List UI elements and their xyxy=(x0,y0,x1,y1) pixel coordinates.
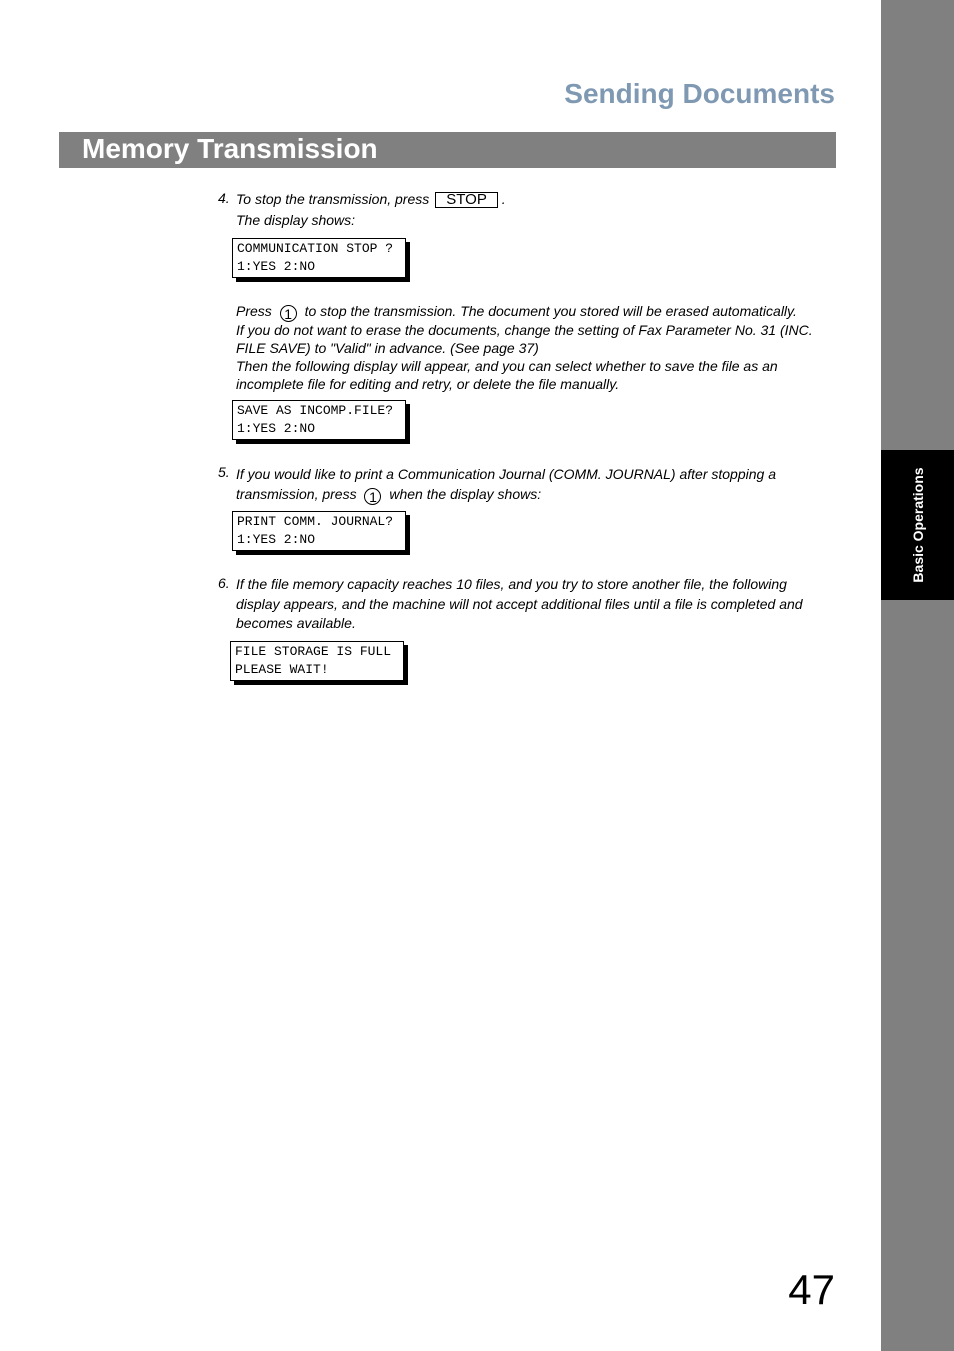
step-4-note-1: If you do not want to erase the documents, change the setting of Fax Parameter No. 31 (INC. FILE SAVE) to "Valid" in advance. (See page 37) xyxy=(236,322,813,356)
step-5-text-2: when the display shows: xyxy=(389,486,542,502)
step-4-note-2: Then the following display will appear, and you can select whether to save the file as an incomplete file for editing and retry, or delete the file manually. xyxy=(236,358,778,392)
page-number: 47 xyxy=(788,1266,835,1313)
lcd-line: 1:YES 2:NO xyxy=(237,259,316,274)
step-4-number: 4. xyxy=(218,190,230,206)
press-rest: to stop the transmission. The document you stored will be erased automatically. xyxy=(304,303,797,319)
lcd-communication-stop xyxy=(232,238,406,278)
step-5-text-1: If you would like to print a Communication Journal (COMM. JOURNAL) after stopping a transmission, press xyxy=(236,466,776,502)
step-4-press-line xyxy=(236,302,836,322)
lcd-line: PLEASE WAIT! xyxy=(235,662,329,677)
step-4-text: To stop the transmission, press xyxy=(236,191,430,207)
lcd-save-incomp-file xyxy=(232,400,406,440)
lcd-line: PRINT COMM. JOURNAL? xyxy=(237,514,394,529)
step-6-instruction: If the file memory capacity reaches 10 files, and you try to store another file, the following display appears, and the machine will not accept additional files until a file is completed and becomes available. xyxy=(236,576,803,631)
lcd-line: FILE STORAGE IS FULL xyxy=(235,644,392,659)
side-tab-label: Basic Operations xyxy=(909,467,926,583)
step-5-instruction xyxy=(236,464,836,505)
press-word: Press xyxy=(236,303,272,319)
stop-key: STOP xyxy=(435,192,498,208)
step-5-number: 5. xyxy=(218,464,230,480)
key-1-icon: 1 xyxy=(364,488,381,505)
step-4-suffix: . xyxy=(501,191,506,207)
lcd-print-comm-journal xyxy=(232,511,406,551)
lcd-line: SAVE AS INCOMP.FILE? xyxy=(237,403,394,418)
lcd-file-storage-full xyxy=(230,641,404,681)
key-1-icon: 1 xyxy=(280,305,297,322)
right-margin-bar xyxy=(881,0,954,1351)
step-4-display-intro: The display shows: xyxy=(236,212,356,228)
step-6-number: 6. xyxy=(218,575,230,591)
side-tab-basic-operations xyxy=(881,450,954,600)
section-header: Sending Documents xyxy=(564,78,835,109)
page-title: Memory Transmission xyxy=(82,133,378,164)
step-4-instruction xyxy=(236,190,836,208)
lcd-line: COMMUNICATION STOP ? xyxy=(237,241,394,256)
lcd-line: 1:YES 2:NO xyxy=(237,421,316,436)
lcd-line: 1:YES 2:NO xyxy=(237,532,316,547)
title-bar xyxy=(59,132,836,168)
